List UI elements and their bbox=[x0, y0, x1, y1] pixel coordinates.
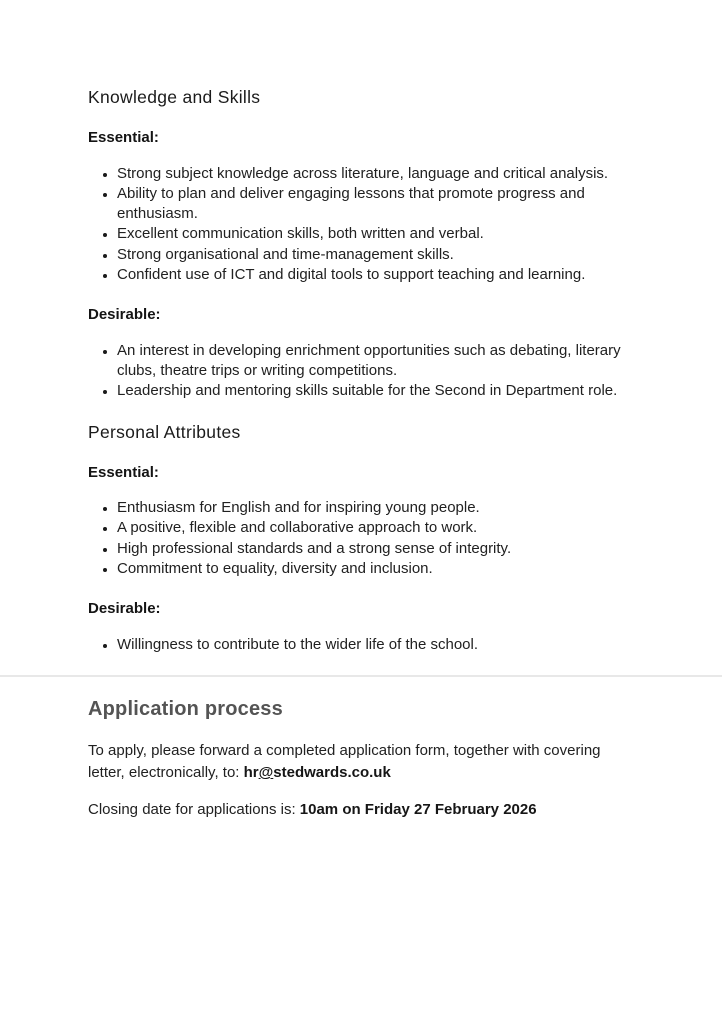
email-user: hr bbox=[243, 764, 259, 782]
knowledge-desirable-label: Desirable: bbox=[88, 306, 161, 324]
closing-date-paragraph bbox=[88, 799, 634, 821]
list-item: • Strong organisational and time-management skills. bbox=[117, 245, 642, 265]
list-item: • High professional standards and a strong sense of integrity. bbox=[117, 539, 642, 559]
hr-email-link[interactable] bbox=[244, 764, 391, 781]
apply-instructions-paragraph bbox=[88, 740, 634, 784]
list-item: • Excellent communication skills, both written and verbal. bbox=[117, 224, 642, 244]
application-process-heading: Application process bbox=[88, 698, 283, 721]
list-item: • Enthusiasm for English and for inspiring young people. bbox=[117, 498, 642, 518]
list-item: • A positive, flexible and collaborative approach to work. bbox=[117, 518, 642, 538]
list-item: • Ability to plan and deliver engaging lessons that promote progress and enthusiasm. bbox=[117, 184, 642, 225]
knowledge-essential-label: Essential: bbox=[88, 129, 159, 146]
application-process-section bbox=[0, 677, 722, 821]
knowledge-skills-heading: Knowledge and Skills bbox=[88, 87, 261, 107]
personal-desirable-list bbox=[88, 635, 642, 655]
list-item: • Strong subject knowledge across literature, language and critical analysis. bbox=[117, 164, 642, 184]
list-item: • An interest in developing enrichment opportunities such as debating, literary clubs, theatre trips or writing competitions. bbox=[117, 341, 642, 382]
list-item: • Commitment to equality, diversity and inclusion. bbox=[117, 559, 642, 579]
personal-desirable-label: Desirable: bbox=[88, 600, 161, 618]
knowledge-essential-list bbox=[88, 164, 642, 286]
personal-essential-list bbox=[88, 498, 642, 579]
personal-attributes-heading: Personal Attributes bbox=[88, 421, 241, 442]
list-item: • Leadership and mentoring skills suitable for the Second in Department role. bbox=[117, 381, 642, 401]
personal-essential-label: Essential: bbox=[88, 463, 159, 481]
closing-date-value: 10am on Friday 27 February 2026 bbox=[299, 801, 537, 819]
knowledge-desirable-list bbox=[88, 341, 642, 402]
apply-intro-text: To apply, please forward a completed application form, together with covering letter, electronically, to: bbox=[88, 742, 601, 782]
list-item: • Confident use of ICT and digital tools to support teaching and learning. bbox=[117, 265, 642, 285]
list-item: • Willingness to contribute to the wider life of the school. bbox=[117, 635, 642, 655]
email-domain: stedwards.co.uk bbox=[273, 764, 391, 782]
email-at-sign: @ bbox=[258, 764, 274, 782]
closing-intro-text: Closing date for applications is: bbox=[88, 801, 300, 819]
